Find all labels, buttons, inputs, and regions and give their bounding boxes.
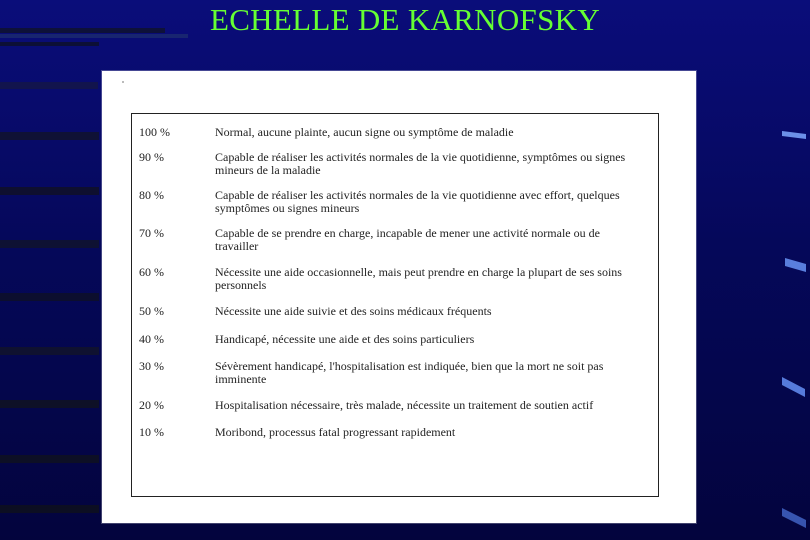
left-stripe	[0, 400, 99, 408]
right-dash-2	[785, 258, 806, 272]
description-line: personnels	[215, 278, 267, 292]
scale-description	[215, 266, 653, 292]
scale-description	[215, 360, 653, 386]
description-line: Handicapé, nécessite une aide et des soins particuliers	[215, 332, 475, 346]
scale-description	[215, 126, 653, 139]
description-line: symptômes ou signes mineurs	[215, 201, 360, 215]
scale-description	[215, 305, 653, 318]
scan-mark	[122, 81, 124, 83]
left-stripe	[0, 455, 99, 463]
scale-description	[215, 399, 653, 412]
karnofsky-scale-table	[131, 113, 659, 497]
description-line: Moribond, processus fatal progressant rapidement	[215, 425, 456, 439]
description-line: Sévèrement handicapé, l'hospitalisation est indiquée, bien que la mort ne soit pas	[215, 359, 604, 373]
left-stripe	[0, 82, 98, 89]
right-dash-3	[782, 377, 805, 397]
description-line: mineurs de la maladie	[215, 163, 321, 177]
right-dash-1	[782, 131, 806, 139]
description-line: Hospitalisation nécessaire, très malade, nécessite un traitement de soutien actif	[215, 398, 594, 412]
percent-value: 80 %	[139, 188, 164, 202]
percent-value: 70 %	[139, 226, 164, 240]
scale-description	[215, 151, 653, 177]
percent-value: 40 %	[139, 332, 164, 346]
scale-description	[215, 189, 653, 215]
description-line: Nécessite une aide suivie et des soins médicaux fréquents	[215, 304, 492, 318]
percent-value: 100 %	[139, 125, 170, 139]
left-stripe	[0, 505, 99, 513]
left-stripe	[0, 293, 99, 301]
scale-description	[215, 333, 653, 346]
left-stripe	[0, 42, 99, 46]
left-stripe	[0, 240, 99, 248]
description-line: Capable de se prendre en charge, incapable de mener une activité normale ou de	[215, 226, 600, 240]
left-stripe	[0, 187, 99, 195]
description-line: Capable de réaliser les activités normales de la vie quotidienne avec effort, quelques	[215, 188, 620, 202]
description-line: Normal, aucune plainte, aucun signe ou symptôme de maladie	[215, 125, 514, 139]
scanned-document	[102, 71, 696, 523]
description-line: imminente	[215, 372, 267, 386]
percent-value: 60 %	[139, 265, 164, 279]
description-line: Nécessite une aide occasionnelle, mais peut prendre en charge la plupart de ses soins	[215, 265, 622, 279]
scale-description	[215, 426, 653, 439]
scale-description	[215, 227, 653, 253]
percent-value: 90 %	[139, 150, 164, 164]
percent-value: 30 %	[139, 359, 164, 373]
description-line: travailler	[215, 239, 259, 253]
percent-value: 20 %	[139, 398, 164, 412]
description-line: Capable de réaliser les activités normales de la vie quotidienne, symptômes ou signes	[215, 150, 626, 164]
right-dash-4	[782, 508, 806, 528]
left-stripe	[0, 132, 99, 140]
percent-value: 50 %	[139, 304, 164, 318]
left-stripe	[0, 347, 99, 355]
slide-title: ECHELLE DE KARNOFSKY	[209, 2, 601, 37]
percent-value: 10 %	[139, 425, 164, 439]
